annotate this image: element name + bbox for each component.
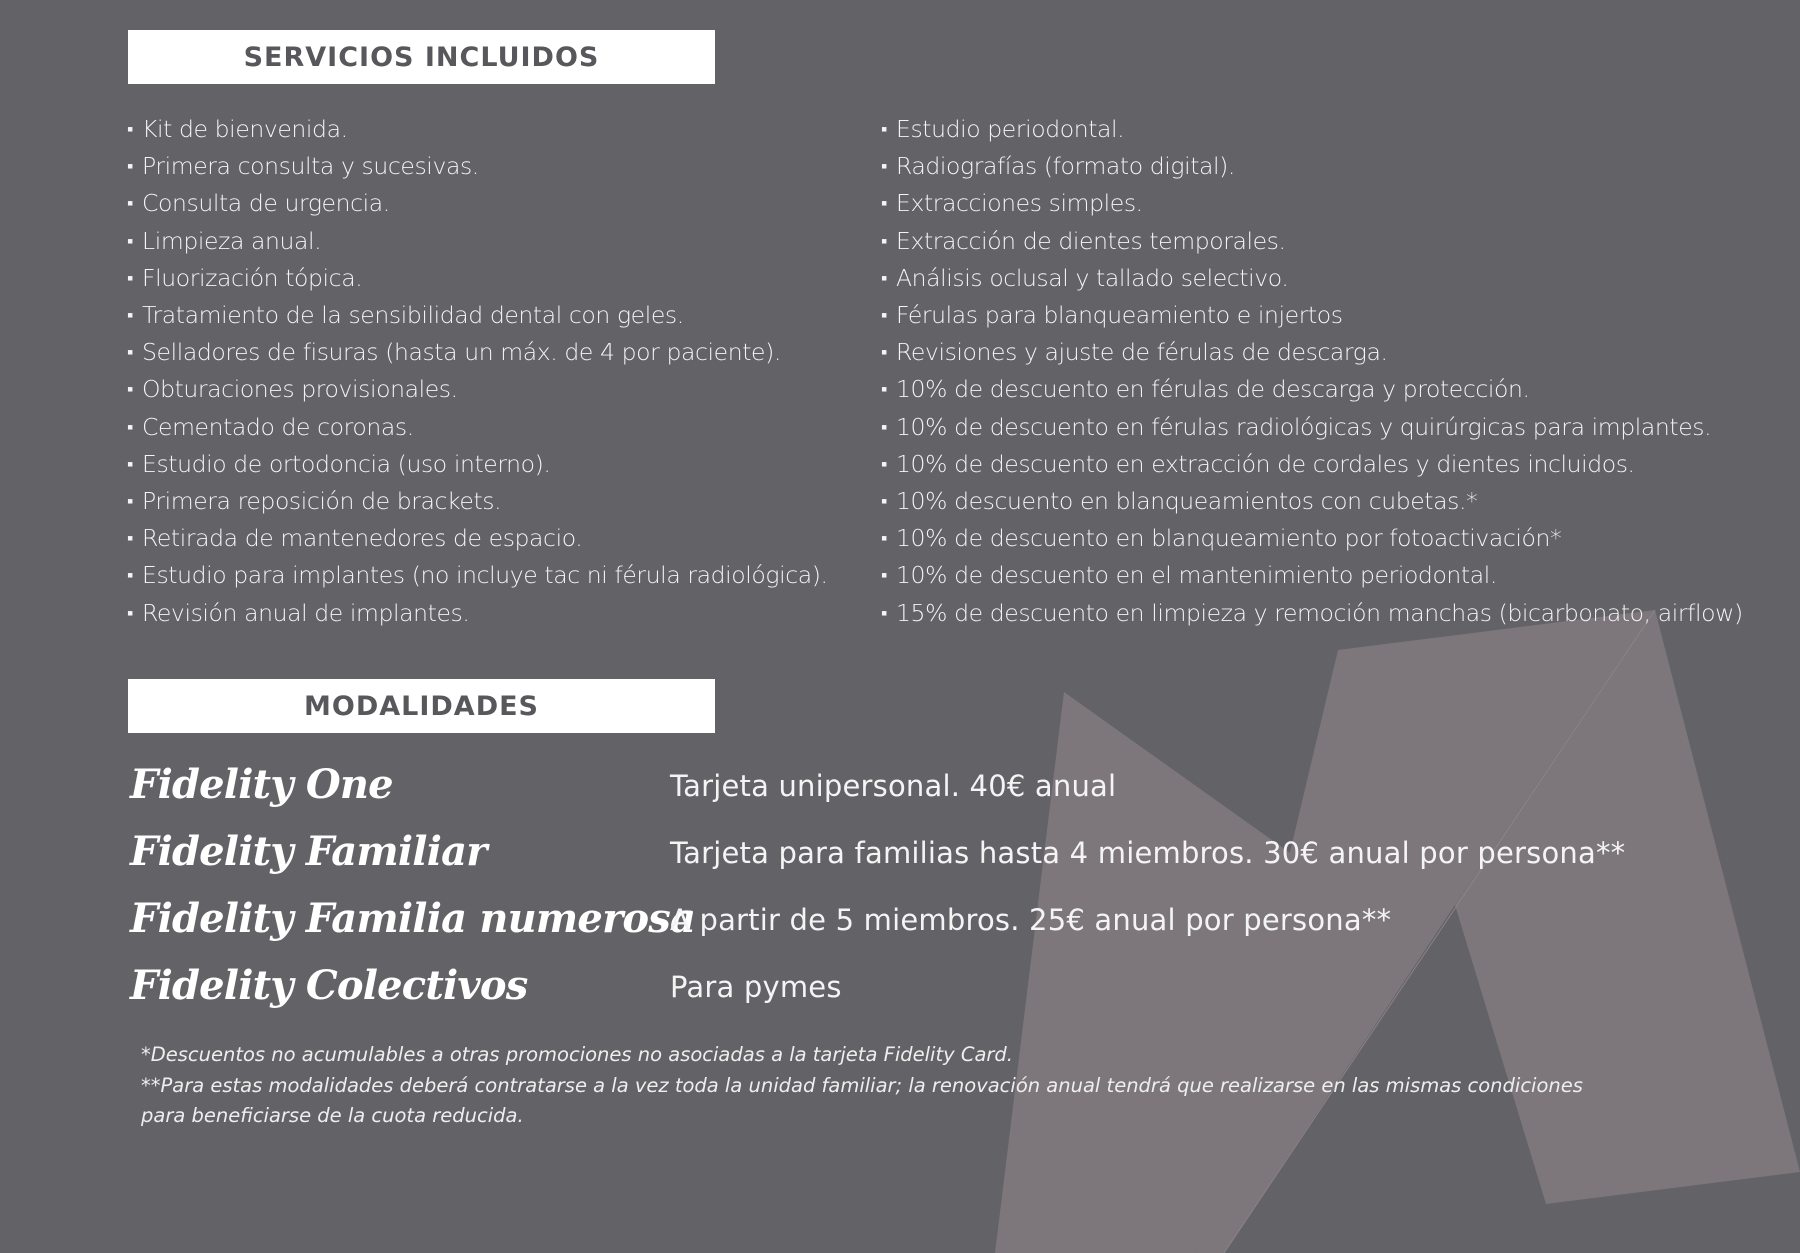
bullet-icon: ▪ bbox=[881, 156, 887, 178]
service-item: ▪ 10% de descuento en férulas de descarga y protección. bbox=[881, 371, 1743, 408]
bullet-icon: ▪ bbox=[881, 491, 887, 513]
bullet-icon: ▪ bbox=[881, 565, 887, 587]
bullet-icon: ▪ bbox=[881, 193, 887, 215]
bullet-icon: ▪ bbox=[127, 230, 133, 252]
service-item: ▪ Tratamiento de la sensibilidad dental con geles. bbox=[127, 297, 828, 334]
bullet-icon: ▪ bbox=[881, 119, 887, 140]
bullet-icon: ▪ bbox=[881, 528, 887, 550]
service-item: ▪ Cementado de coronas. bbox=[127, 409, 828, 446]
modalidades-title: MODALIDADES bbox=[304, 690, 539, 722]
service-item: ▪ Extracción de dientes temporales. bbox=[881, 223, 1743, 260]
plan-description: A partir de 5 miembros. 25€ anual por persona** bbox=[670, 903, 1392, 937]
service-item: ▪ Retirada de mantenedores de espacio. bbox=[127, 520, 828, 557]
bullet-icon: ▪ bbox=[881, 602, 887, 624]
service-item: ▪ Kit de bienvenida. bbox=[127, 111, 828, 148]
bullet-icon: ▪ bbox=[127, 416, 133, 438]
plan-row-fidelity-colectivos bbox=[130, 959, 1690, 1019]
services-list-left bbox=[127, 111, 828, 632]
bullet-icon: ▪ bbox=[127, 565, 133, 587]
service-item: ▪ Fluorización tópica. bbox=[127, 260, 828, 297]
services-list-right bbox=[881, 111, 1743, 632]
bullet-icon: ▪ bbox=[127, 453, 133, 475]
service-item: ▪ Consulta de urgencia. bbox=[127, 185, 828, 222]
service-item: ▪ 10% de descuento en el mantenimiento periodontal. bbox=[881, 557, 1743, 594]
servicios-header bbox=[128, 30, 715, 84]
footnote-discounts: *Descuentos no acumulables a otras promociones no asociadas a la tarjeta Fidelity Card. bbox=[141, 1043, 1013, 1066]
plan-row-fidelity-familia-numerosa bbox=[130, 892, 1690, 952]
service-item: ▪ Selladores de fisuras (hasta un máx. de 4 por paciente). bbox=[127, 334, 828, 371]
service-item: ▪ 10% de descuento en extracción de cordales y dientes incluidos. bbox=[881, 446, 1743, 483]
service-item: ▪ Revisiones y ajuste de férulas de descarga. bbox=[881, 334, 1743, 371]
modalidades-header bbox=[128, 679, 715, 733]
bullet-icon: ▪ bbox=[127, 342, 133, 364]
service-item: ▪ Primera reposición de brackets. bbox=[127, 483, 828, 520]
plan-description: Tarjeta para familias hasta 4 miembros. 30€ anual por persona** bbox=[670, 836, 1626, 870]
bullet-icon: ▪ bbox=[127, 119, 133, 140]
bullet-icon: ▪ bbox=[881, 453, 887, 475]
service-item: ▪ Estudio de ortodoncia (uso interno). bbox=[127, 446, 828, 483]
plan-name: Fidelity Familia numerosa bbox=[130, 895, 696, 942]
footnote-family-conditions: **Para estas modalidades deberá contratarse a la vez toda la unidad familiar; la renovación anual tendrá que realizarse en las mismas condiciones bbox=[141, 1073, 1583, 1097]
bullet-icon: ▪ bbox=[881, 379, 887, 401]
footnotes bbox=[141, 1040, 1681, 1132]
bullet-icon: ▪ bbox=[127, 602, 133, 624]
bullet-icon: ▪ bbox=[127, 528, 133, 550]
bullet-icon: ▪ bbox=[127, 156, 133, 178]
service-item: ▪ Análisis oclusal y tallado selectivo. bbox=[881, 260, 1743, 297]
plan-row-fidelity-familiar bbox=[130, 825, 1690, 885]
bullet-icon: ▪ bbox=[881, 342, 887, 364]
service-item: ▪ 10% de descuento en blanqueamiento por fotoactivación* bbox=[881, 520, 1743, 557]
service-item: ▪ Revisión anual de implantes. bbox=[127, 595, 828, 632]
service-item: ▪ Extracciones simples. bbox=[881, 185, 1743, 222]
service-item: ▪ Estudio periodontal. bbox=[881, 111, 1743, 148]
service-item: ▪ 15% de descuento en limpieza y remoción manchas (bicarbonato, airflow) bbox=[881, 595, 1743, 632]
service-item: ▪ Radiografías (formato digital). bbox=[881, 148, 1743, 185]
service-item: ▪ 10% descuento en blanqueamientos con cubetas.* bbox=[881, 483, 1743, 520]
plan-description: Tarjeta unipersonal. 40€ anual bbox=[670, 769, 1117, 803]
bullet-icon: ▪ bbox=[881, 230, 887, 252]
service-item: ▪ Férulas para blanqueamiento e injertos bbox=[881, 297, 1743, 334]
plan-row-fidelity-one bbox=[130, 758, 1690, 818]
bullet-icon: ▪ bbox=[127, 491, 133, 513]
service-item: ▪ Obturaciones provisionales. bbox=[127, 371, 828, 408]
bullet-icon: ▪ bbox=[127, 193, 133, 215]
bullet-icon: ▪ bbox=[127, 267, 133, 289]
service-item: ▪ Estudio para implantes (no incluye tac ni férula radiológica). bbox=[127, 557, 828, 594]
bullet-icon: ▪ bbox=[127, 305, 133, 327]
plan-name: Fidelity Familiar bbox=[130, 828, 487, 875]
plan-description: Para pymes bbox=[670, 970, 842, 1004]
service-item: ▪ Limpieza anual. bbox=[127, 223, 828, 260]
bullet-icon: ▪ bbox=[881, 267, 887, 289]
bullet-icon: ▪ bbox=[881, 416, 887, 438]
bullet-icon: ▪ bbox=[127, 379, 133, 401]
servicios-title: SERVICIOS INCLUIDOS bbox=[243, 41, 600, 73]
bullet-icon: ▪ bbox=[881, 305, 887, 327]
plan-name: Fidelity Colectivos bbox=[130, 962, 528, 1009]
plan-name: Fidelity One bbox=[130, 761, 393, 808]
service-item: ▪ Primera consulta y sucesivas. bbox=[127, 148, 828, 185]
service-item: ▪ 10% de descuento en férulas radiológicas y quirúrgicas para implantes. bbox=[881, 409, 1743, 446]
footnote-family-conditions-cont: para beneficiarse de la cuota reducida. bbox=[141, 1104, 524, 1127]
